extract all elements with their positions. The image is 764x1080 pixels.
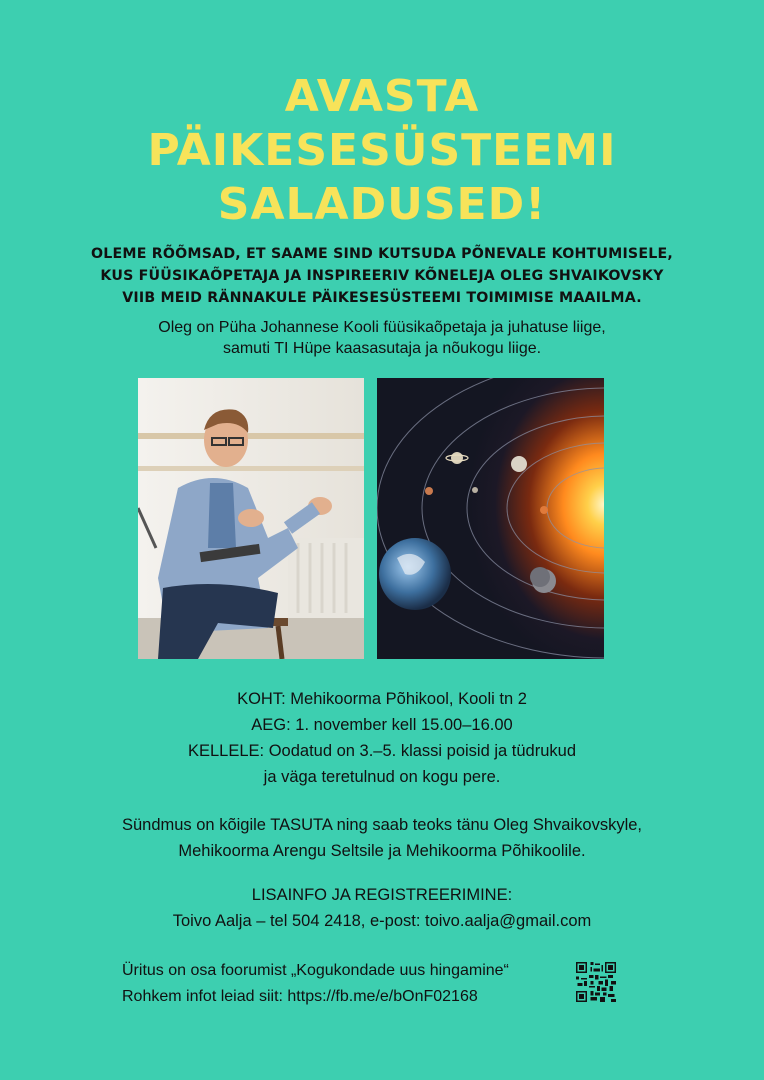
registration-info (0, 882, 764, 934)
intro-text (0, 243, 764, 309)
forum-info (122, 958, 509, 1010)
event-audience-1: KELLELE: Oodatud on 3.–5. klassi poisid ja tüdrukud (188, 742, 576, 760)
speaker-bio (0, 317, 764, 359)
forum-link[interactable]: Rohkem infot leiad siit: https://fb.me/e/bOnF02168 (122, 988, 478, 1005)
bio-line-2: samuti TI Hüpe kaasasutaja ja nõukogu liige. (222, 340, 542, 357)
event-place: KOHT: Mehikoorma Põhikool, Kooli tn 2 (237, 690, 527, 708)
title-line-1: AVASTA (284, 71, 480, 122)
sponsor-line-1: Sündmus on kõigile TASUTA ning saab teoks tänu Oleg Shvaikovskyle, (121, 816, 643, 834)
solar-system-illustration (377, 378, 604, 659)
bio-line-1: Oleg on Püha Johannese Kooli füüsikaõpetaja ja juhatuse liige, (158, 319, 606, 336)
event-time: AEG: 1. november kell 15.00–16.00 (251, 716, 513, 734)
event-details (0, 686, 764, 790)
intro-line-3: VIIB MEID RÄNNAKULE PÄIKESESÜSTEEMI TOIMIMISE MAAILMA. (122, 290, 642, 306)
intro-line-1: OLEME RÕÕMSAD, ET SAAME SIND KUTSUDA PÕNEVALE KOHTUMISELE, (91, 246, 673, 262)
poster-title (0, 70, 764, 232)
forum-line-1: Üritus on osa foorumist „Kogukondade uus hingamine“ (122, 962, 509, 979)
sponsor-text (0, 812, 764, 864)
title-line-2: PÄIKESESÜSTEEMI (147, 125, 617, 176)
sponsor-line-2: Mehikoorma Arengu Seltsile ja Mehikoorma Põhikoolile. (178, 842, 586, 860)
title-line-3: SALADUSED! (217, 179, 547, 230)
speaker-photo (138, 378, 364, 659)
intro-line-2: KUS FÜÜSIKAÕPETAJA JA INSPIREERIV KÕNELEJA OLEG SHVAIKOVSKY (100, 268, 664, 284)
qr-code-icon[interactable] (576, 962, 616, 1002)
event-audience-2: ja väga teretulnud on kogu pere. (263, 768, 501, 786)
registration-heading: LISAINFO JA REGISTREERIMINE: (251, 886, 513, 904)
registration-contact[interactable]: Toivo Aalja – tel 504 2418, e-post: toivo.aalja@gmail.com (172, 912, 592, 930)
